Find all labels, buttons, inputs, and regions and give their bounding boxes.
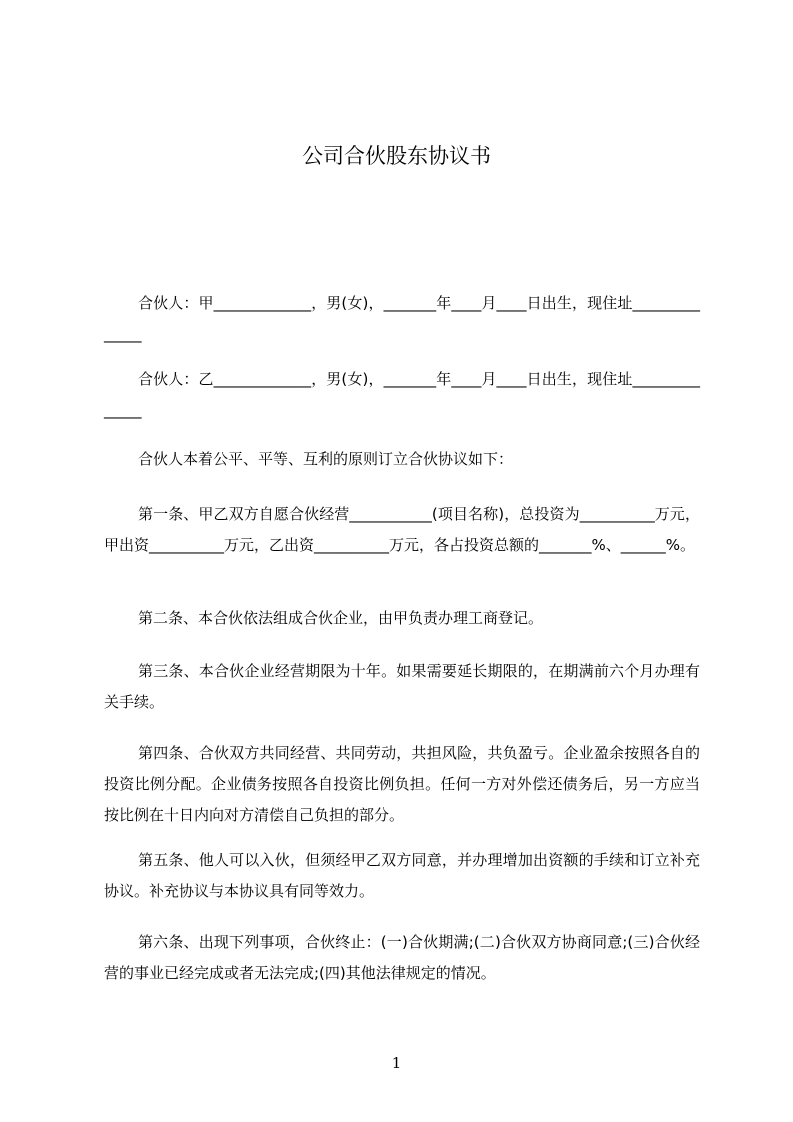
page-number: 1: [391, 1054, 402, 1072]
preamble-paragraph: 合伙人本着公平、平等、互利的原则订立合伙协议如下：: [138, 450, 514, 468]
article-6-paragraph: 第六条、出现下列事项，合伙终止：(一)合伙期满;(二)合伙双方协商同意;(三)合伙经营的事业已经完成或者无法完成;(四)其他法律规定的情况。: [104, 933, 700, 982]
partner-a-line: 合伙人：甲_____________，男(女)，_______年____月____日出生，现住址______________: [104, 294, 700, 343]
article-3-paragraph: 第三条、本合伙企业经营期限为十年。如果需要延长期限的，在期满前六个月办理有关手续。: [104, 662, 700, 711]
partner-b-line: 合伙人：乙_____________，男(女)，_______年____月____日出生，现住址______________: [104, 370, 700, 419]
article-1-paragraph: 第一条、甲乙双方自愿合伙经营___________(项目名称)，总投资为__________万元，甲出资__________万元，乙出资__________万元，各占投资总额的_______%、______%。: [104, 505, 700, 554]
document-title: 公司合伙股东协议书: [302, 144, 491, 168]
article-5-paragraph: 第五条、他人可以入伙，但须经甲乙双方同意，并办理增加出资额的手续和订立补充协议。补充协议与本协议具有同等效力。: [104, 851, 700, 900]
article-4-paragraph: 第四条、合伙双方共同经营、共同劳动，共担风险，共负盈亏。企业盈余按照各自的投资比例分配。企业债务按照各自投资比例负担。任何一方对外偿还债务后，另一方应当按比例在十日内向对方清偿自己负担的部分。: [104, 744, 700, 824]
article-2-paragraph: 第二条、本合伙依法组成合伙企业，由甲负责办理工商登记。: [138, 609, 544, 627]
